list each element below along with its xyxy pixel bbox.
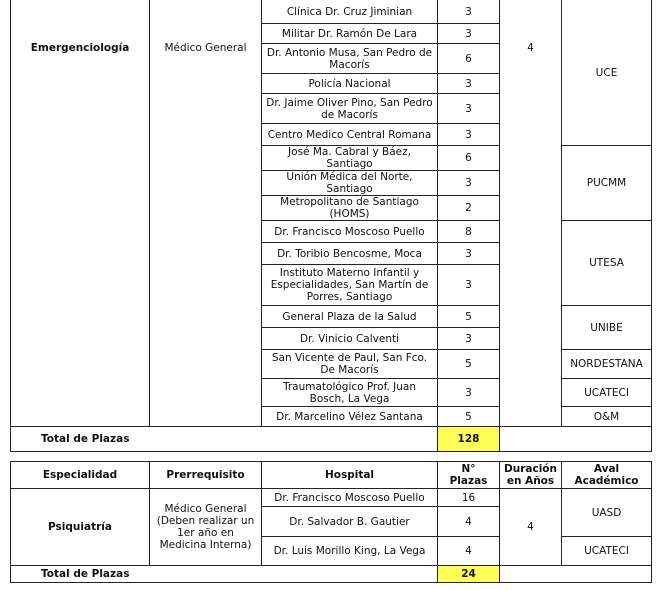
aval-cell: UNIBE xyxy=(562,306,652,350)
header-aval: Aval Académico xyxy=(562,462,652,489)
header-prerequisite: Prerrequisito xyxy=(150,462,262,489)
hospital-cell: Policía Nacional xyxy=(262,74,438,94)
hospital-cell: Dr. Toribio Bencosme, Moca xyxy=(262,243,438,265)
hospital-cell: Dr. Marcelino Vélez Santana xyxy=(262,407,438,427)
hospital-cell: José Ma. Cabral y Báez, Santiago xyxy=(262,146,438,171)
plazas-cell: 5 xyxy=(438,350,500,379)
duration-cell: 4 xyxy=(500,489,562,566)
aval-cell: UCATECI xyxy=(562,379,652,407)
header-plazas: N° Plazas xyxy=(438,462,500,489)
hospital-cell: Clínica Dr. Cruz Jiminian xyxy=(262,0,438,24)
duration-cell: 4 xyxy=(500,0,562,407)
plazas-cell: 4 xyxy=(438,537,500,566)
total-label: Total de Plazas xyxy=(11,427,438,452)
aval-cell: UTESA xyxy=(562,221,652,306)
hospital-cell: Dr. Antonio Musa, San Pedro de Macorís xyxy=(262,44,438,74)
aval-cell: PUCMM xyxy=(562,146,652,221)
header-specialty: Especialidad xyxy=(11,462,150,489)
header-duration: Duración en Años xyxy=(500,462,562,489)
specialty-cell: Psiquiatría xyxy=(11,489,150,566)
aval-cell: UASD xyxy=(562,489,652,537)
hospital-cell: Instituto Materno Infantil y Especialidades, San Martín de Porres, Santiago xyxy=(262,265,438,306)
hospital-cell: Militar Dr. Ramón De Lara xyxy=(262,24,438,44)
plazas-cell: 3 xyxy=(438,74,500,94)
plazas-cell: 8 xyxy=(438,221,500,243)
plazas-cell: 3 xyxy=(438,94,500,124)
psiquiatria-table xyxy=(10,461,652,583)
hospital-cell: Centro Medico Central Romana xyxy=(262,124,438,146)
hospital-cell: General Plaza de la Salud xyxy=(262,306,438,328)
aval-cell: NORDESTANA xyxy=(562,350,652,379)
plazas-cell: 3 xyxy=(438,379,500,407)
plazas-cell: 3 xyxy=(438,243,500,265)
prerequisite-cell: Médico General (Deben realizar un 1er año en Medicina Interna) xyxy=(150,489,262,566)
hospital-cell: Unión Médica del Norte, Santiago xyxy=(262,171,438,196)
aval-cell: O&M xyxy=(562,407,652,427)
total-value: 128 xyxy=(438,427,500,452)
prerequisite-cell: Médico General xyxy=(150,0,262,407)
plazas-cell: 6 xyxy=(438,146,500,171)
hospital-cell: Dr. Francisco Moscoso Puello xyxy=(262,489,438,507)
hospital-cell: Dr. Luis Morillo King, La Vega xyxy=(262,537,438,566)
hospital-cell: Traumatológico Prof. Juan Bosch, La Vega xyxy=(262,379,438,407)
plazas-cell: 3 xyxy=(438,171,500,196)
plazas-cell: 4 xyxy=(438,507,500,537)
plazas-cell: 16 xyxy=(438,489,500,507)
plazas-cell: 3 xyxy=(438,0,500,24)
hospital-cell: San Vicente de Paul, San Fco. De Macorís xyxy=(262,350,438,379)
hospital-cell: Metropolitano de Santiago (HOMS) xyxy=(262,196,438,221)
plazas-cell: 5 xyxy=(438,306,500,328)
total-value: 24 xyxy=(438,566,500,583)
total-label: Total de Plazas xyxy=(11,566,438,583)
plazas-cell: 5 xyxy=(438,407,500,427)
hospital-cell: Dr. Salvador B. Gautier xyxy=(262,507,438,537)
plazas-cell: 6 xyxy=(438,44,500,74)
plazas-cell: 2 xyxy=(438,196,500,221)
plazas-cell: 3 xyxy=(438,328,500,350)
header-hospital: Hospital xyxy=(262,462,438,489)
plazas-cell: 3 xyxy=(438,24,500,44)
aval-cell: UCE xyxy=(562,0,652,146)
emergenciologia-table xyxy=(10,0,652,452)
plazas-cell: 3 xyxy=(438,124,500,146)
hospital-cell: Dr. Vinicio Calventi xyxy=(262,328,438,350)
aval-cell: UCATECI xyxy=(562,537,652,566)
specialty-cell: Emergenciología xyxy=(11,0,150,407)
plazas-cell: 3 xyxy=(438,265,500,306)
hospital-cell: Dr. Jaime Oliver Pino, San Pedro de Macorís xyxy=(262,94,438,124)
hospital-cell: Dr. Francisco Moscoso Puello xyxy=(262,221,438,243)
